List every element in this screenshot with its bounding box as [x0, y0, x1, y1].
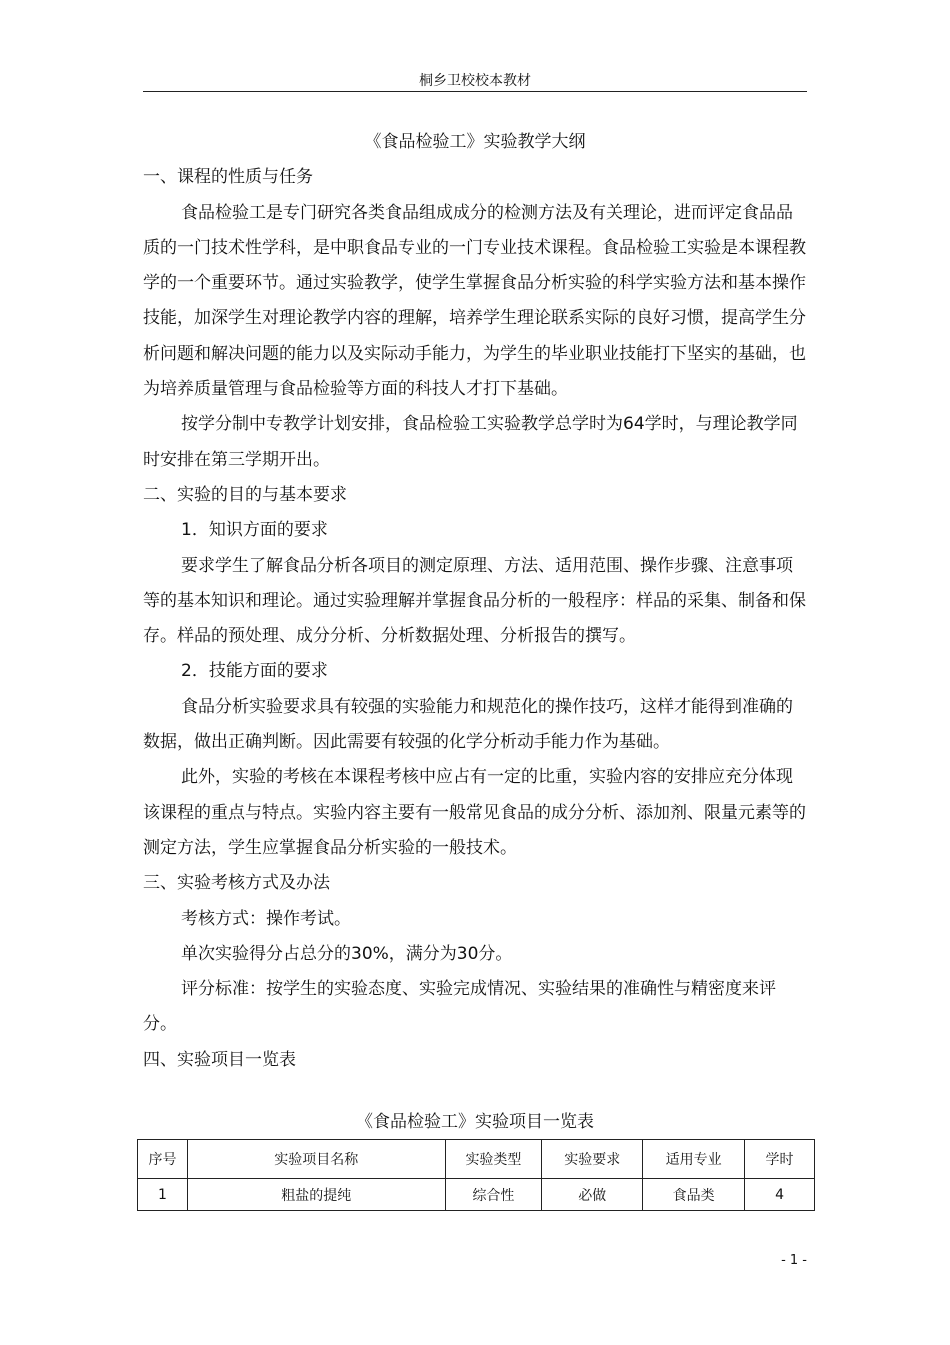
- page-header: 桐乡卫校校本教材: [419, 73, 531, 89]
- table-header-cell: 序号: [138, 1140, 188, 1179]
- table-header-row: [138, 1140, 815, 1179]
- table-cell: 4: [745, 1179, 815, 1211]
- section-3-paragraph-2: 单次实验得分占总分的30%，满分为30分。: [181, 943, 513, 964]
- table-cell: 必做: [542, 1179, 643, 1211]
- section-2-paragraph-3: 此外，实验的考核在本课程考核中应占有一定的比重，实验内容的安排应充分体现该课程的重点与特点。实验内容主要有一般常见食品的成分分析、添加剂、限量元素等的测定方法，学生应掌握食品分析实验的一般技术。: [143, 767, 806, 858]
- section-3-paragraph-1: 考核方式：操作考试。: [181, 908, 351, 929]
- section-4-heading: 四、实验项目一览表: [143, 1049, 296, 1070]
- section-2-subheading-2: 2．技能方面的要求: [181, 661, 328, 682]
- section-2-subheading-1: 1．知识方面的要求: [181, 520, 328, 541]
- section-1-heading: 一、课程的性质与任务: [143, 167, 313, 188]
- document-body: [143, 125, 807, 1078]
- section-1-paragraph-1: 食品检验工是专门研究各类食品组成成分的检测方法及有关理论，进而评定食品品质的一门技术性学科，是中职食品专业的一门专业技术课程。食品检验工实验是本课程教学的一个重要环节。通过实验教学，使学生掌握食品分析实验的科学实验方法和基本操作技能，加深学生对理论教学内容的理解，培养学生理论联系实际的良好习惯，提高学生分析问题和解决问题的能力以及实际动手能力，为学生的毕业职业技能打下坚实的基础，也为培养质量管理与食品检验等方面的科技人才打下基础。: [143, 202, 806, 400]
- section-2-paragraph-1: 要求学生了解食品分析各项目的测定原理、方法、适用范围、操作步骤、注意事项等的基本知识和理论。通过实验理解并掌握食品分析的一般程序：样品的采集、制备和保存。样品的预处理、成分分析、分析数据处理、分析报告的撰写。: [143, 555, 806, 647]
- table-title: 《食品检验工》实验项目一览表: [356, 1112, 594, 1132]
- table-header-cell: 学时: [745, 1140, 815, 1179]
- page-number: - 1 -: [781, 1253, 807, 1268]
- table-cell: 综合性: [445, 1179, 542, 1211]
- table-header-cell: 实验类型: [445, 1140, 542, 1179]
- section-1-paragraph-2: 按学分制中专教学计划安排，食品检验工实验教学总学时为64学时，与理论教学同时安排在第三学期开出。: [143, 414, 798, 470]
- section-2-heading: 二、实验的目的与基本要求: [143, 484, 347, 505]
- header-rule: [143, 91, 807, 92]
- document-title: 《食品检验工》实验教学大纲: [364, 132, 586, 152]
- table-cell: 粗盐的提纯: [187, 1179, 445, 1211]
- table-cell: 1: [138, 1179, 188, 1211]
- table-header-cell: 实验要求: [542, 1140, 643, 1179]
- section-3-paragraph-3: 评分标准：按学生的实验态度、实验完成情况、实验结果的准确性与精密度来评分。: [143, 979, 776, 1035]
- table-cell: 食品类: [643, 1179, 745, 1211]
- table-row: [138, 1179, 815, 1211]
- experiment-items-table: [137, 1139, 815, 1211]
- section-3-heading: 三、实验考核方式及办法: [143, 873, 330, 894]
- section-2-paragraph-2: 食品分析实验要求具有较强的实验能力和规范化的操作技巧，这样才能得到准确的数据，做出正确判断。因此需要有较强的化学分析动手能力作为基础。: [143, 696, 793, 753]
- table-header-cell: 实验项目名称: [187, 1140, 445, 1179]
- table-header-cell: 适用专业: [643, 1140, 745, 1179]
